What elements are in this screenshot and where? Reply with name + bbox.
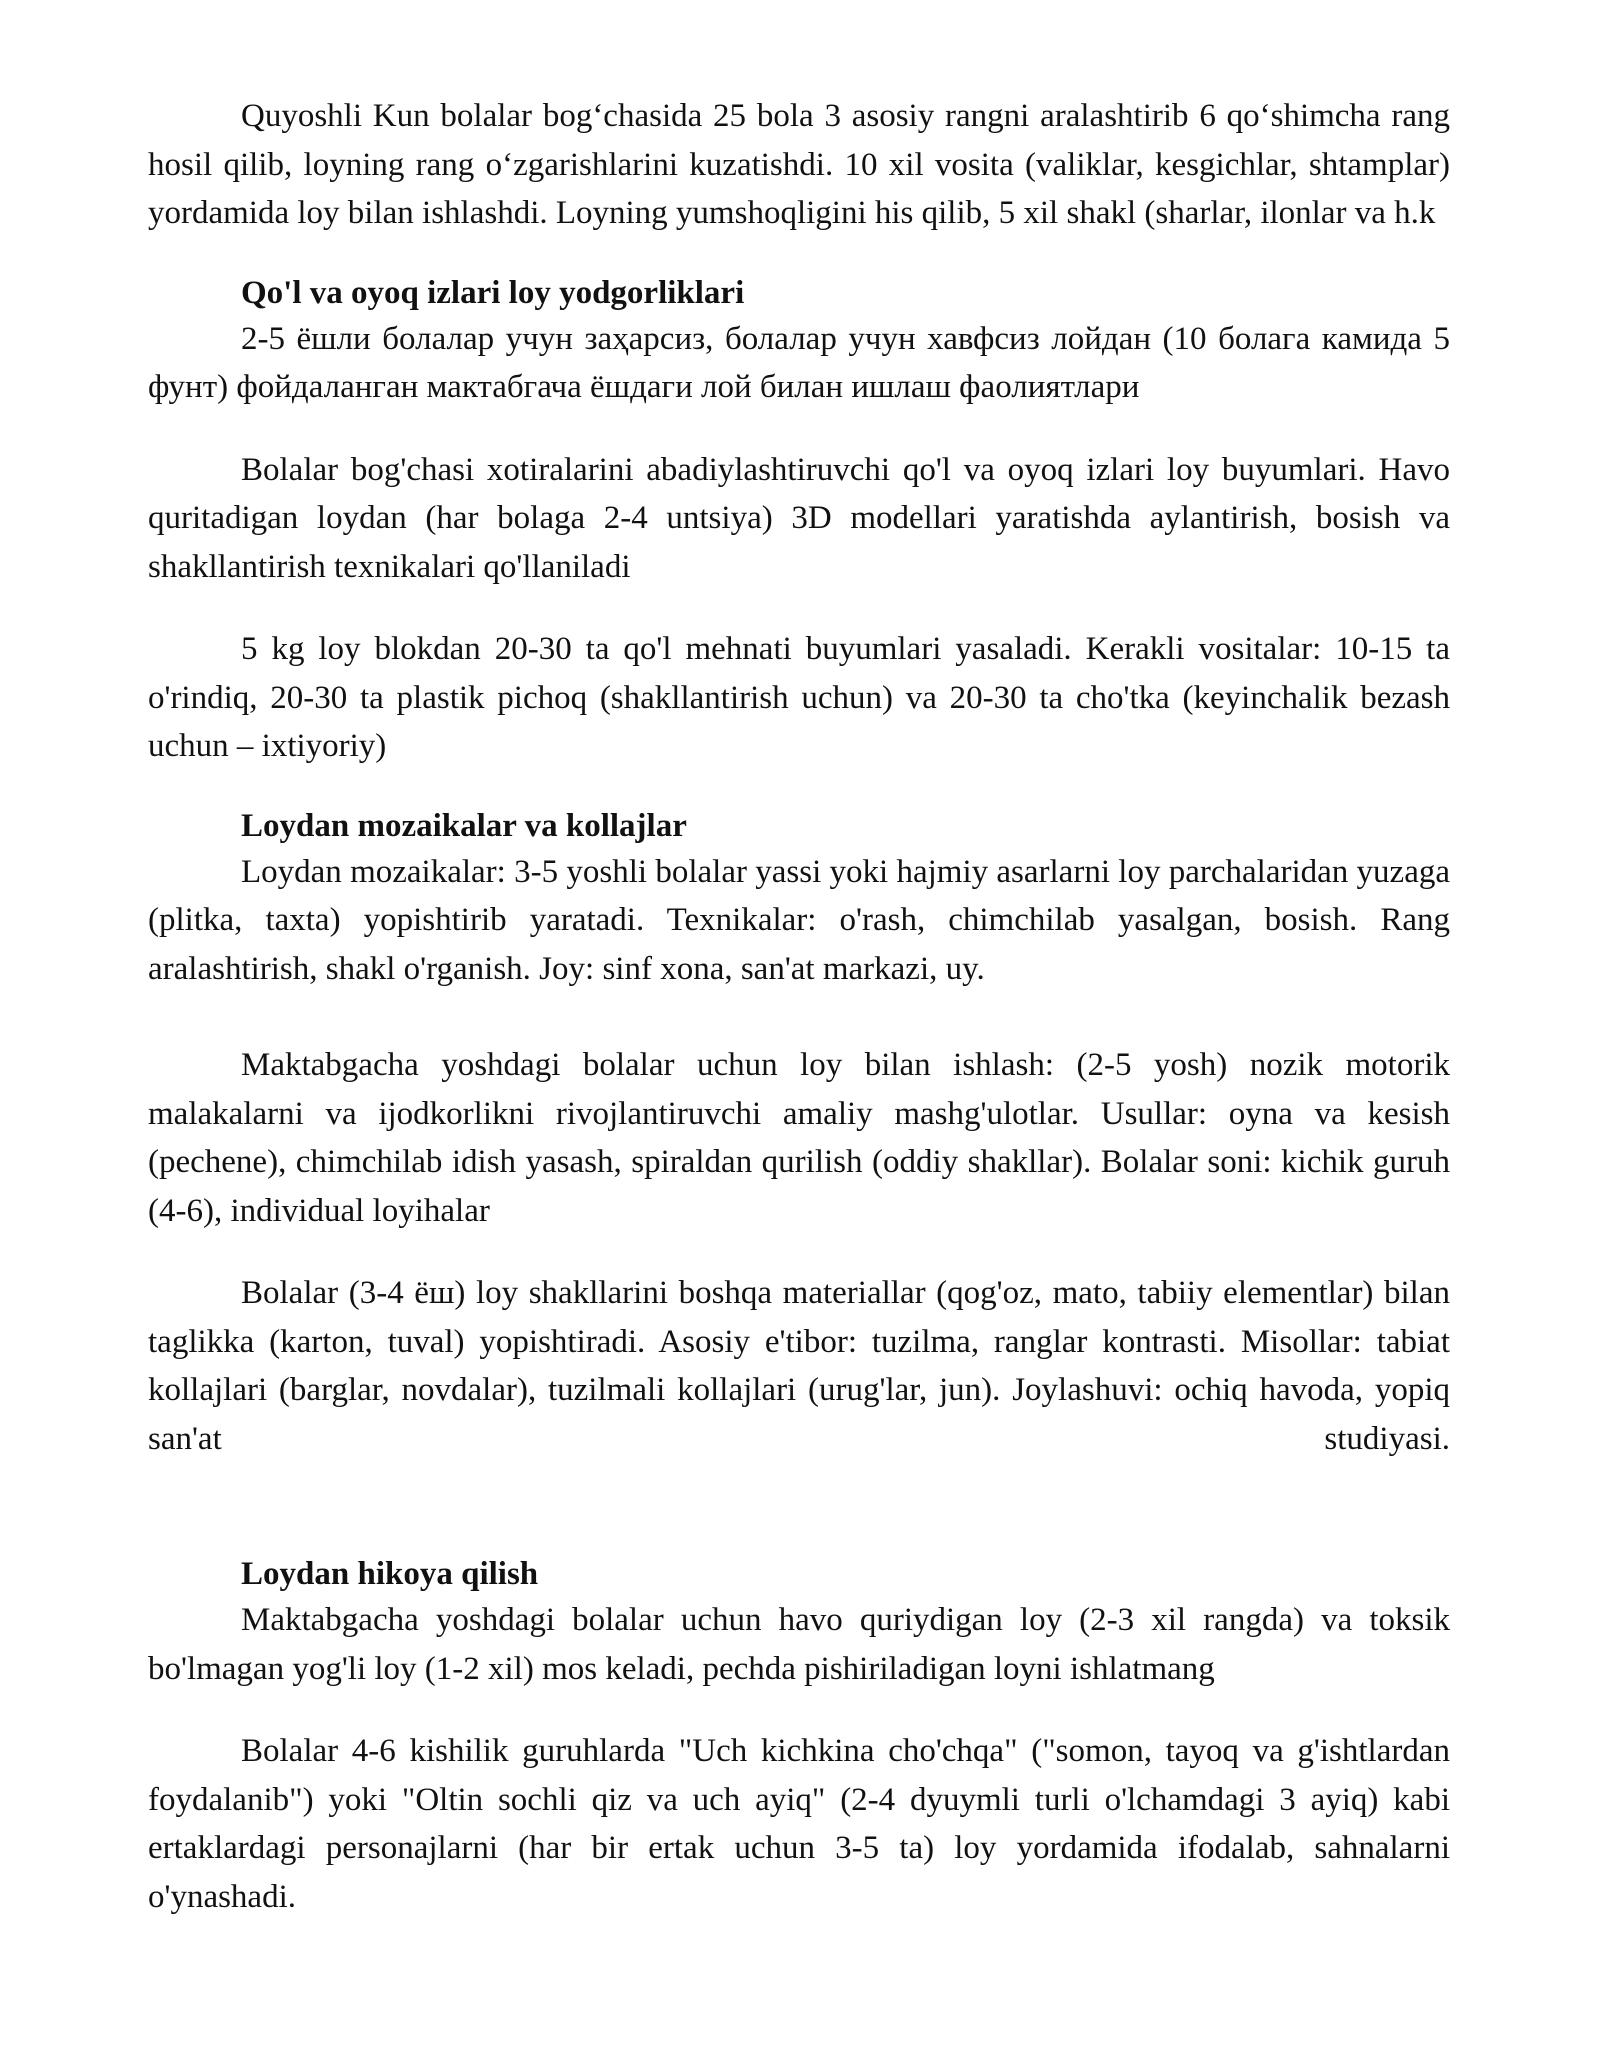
paragraph-spacer [148,238,1450,272]
paragraph-spacer [148,993,1450,1041]
paragraph-spacer [148,1463,1450,1553]
paragraph-spacer [148,591,1450,625]
paragraph-clay-collages: Bolalar (3-4 ёш) loy shakllarini boshqa materiallar (qog'oz, mato, tabiiy elementlar) bilan taglikka (karton, tuval) yopishtiradi. Asosiy e'tibor: tuzilma, ranglar kontrasti. Misollar: tabiat kollajlari (barglar, novdalar), tuzilmali kollajlari (urug'lar, jun). Joylashuvi: ochiq havoda, yopiq san'at studiyasi. [148,1275,1450,1457]
heading-clay-storytelling: Loydan hikoya qilish [241,1556,539,1592]
paragraph-handprint-items: Bolalar bog'chasi xotiralarini abadiylashtiruvchi qo'l va oyoq izlari loy buyumlari. Havo quritadigan loydan (har bolaga 2-4 untsiya) 3D modellari yaratishda aylantirish, bosish va shakllantirish texnikalari qo'llaniladi [148,451,1450,585]
paragraph-spacer [148,1693,1450,1727]
paragraph-quyoshli-kun: Quyoshli Kun bolalar bog‘chasida 25 bola 3 asosiy rangni aralashtirib 6 qo‘shimcha rang hosil qilib, loyning rang o‘zgarishlarini kuzatishdi. 10 xil vosita (valiklar, kesgichlar, shtamplar) yordamida loy bilan ishlashdi. Loyning yumshoqligini his qilib, 5 xil shakl (sharlar, ilonlar va h.k [148,98,1450,231]
paragraph-fairy-tale-scenes: Bolalar 4-6 kishilik guruhlarda "Uch kichkina cho'chqa" ("somon, tayoq va g'ishtlardan foydalanib") yoki "Oltin sochli qiz va uch ayiq" (2-4 dyuymli turli o'lchamdagi 3 ayiq) kabi ertaklardagi personajlarni (har bir ertak uchun 3-5 ta) loy yordamida ifodalab, sahnalarni o'ynashadi. [148,1733,1450,1915]
paragraph-spacer [148,412,1450,446]
paragraph-cyrillic-clay-activities: 2-5 ёшли болалар учун заҳарсиз, болалар учун хавфсиз лойдан (10 болага камида 5 фунт) фойдаланган мактабгача ёшдаги лой билан ишлаш фаолиятлари [148,320,1450,405]
paragraph-spacer [148,1235,1450,1269]
paragraph-clay-types: Maktabgacha yoshdagi bolalar uchun havo quriydigan loy (2-3 xil rangda) va toksik bo'lmagan yog'li loy (1-2 xil) mos keladi, pechda pishiriladigan loyni ishlatmang [148,1602,1450,1687]
heading-mosaics-collages: Loydan mozaikalar va kollajlar [241,807,687,844]
document-page [148,92,1450,1921]
paragraph-spacer [148,771,1450,805]
heading-handprint-memorials: Qo'l va oyoq izlari loy yodgorliklari [241,274,745,311]
paragraph-preschool-clay-work: Maktabgacha yoshdagi bolalar uchun loy bilan ishlash: (2-5 yosh) nozik motorik malakalarni va ijodkorlikni rivojlantiruvchi amaliy mashg'ulotlar. Usullar: oyna va kesish (pechene), chimchilab idish yasash, spiraldan qurilish (oddiy shakllar). Bolalar soni: kichik guruh (4-6), individual loyihalar [148,1047,1450,1229]
paragraph-clay-block-tools: 5 kg loy blokdan 20-30 ta qo'l mehnati buyumlari yasaladi. Kerakli vositalar: 10-15 ta o'rindiq, 20-30 ta plastik pichoq (shakllantirish uchun) va 20-30 ta cho'tka (keyinchalik bezash uchun – ixtiyoriy) [148,631,1450,764]
paragraph-clay-mosaics: Loydan mozaikalar: 3-5 yoshli bolalar yassi yoki hajmiy asarlarni loy parchalaridan yuzaga (plitka, taxta) yopishtirib yaratadi. Texnikalar: o'rash, chimchilab yasalgan, bosish. Rang aralashtirish, shakl o'rganish. Joy: sinf xona, san'at markazi, uy. [148,853,1450,987]
